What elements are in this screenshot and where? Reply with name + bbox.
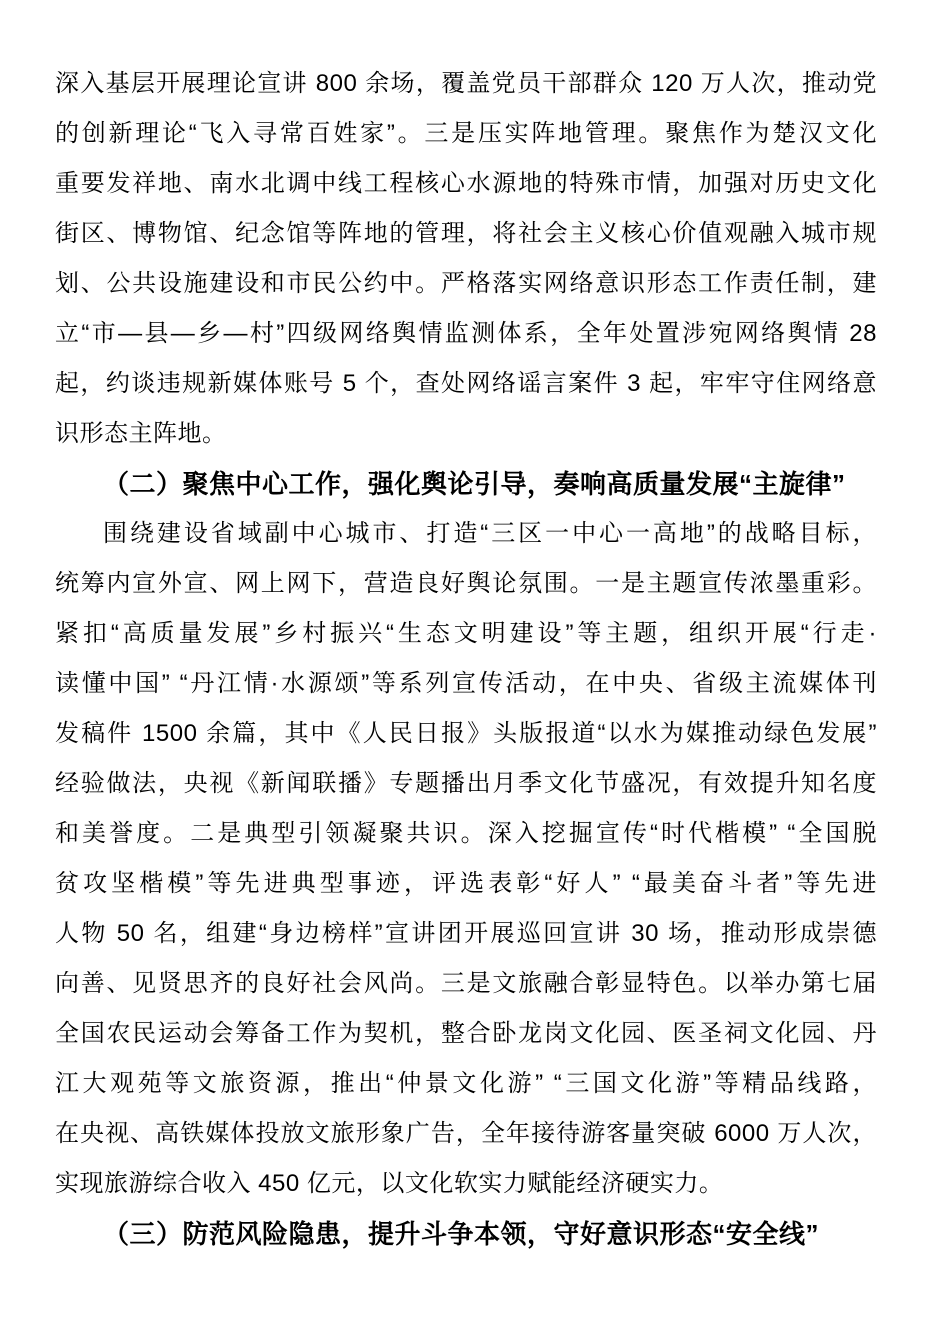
section-heading: （二）聚焦中心工作，强化舆论引导，奏响高质量发展“主旋律” bbox=[103, 469, 846, 499]
text-line: 在央视、高铁媒体投放文旅形象广告，全年接待游客量突破 6000 万人次， bbox=[55, 1120, 877, 1147]
text-line: 江大观苑等文旅资源，推出“仲景文化游” “三国文化游”等精品线路， bbox=[55, 1070, 877, 1097]
text-line: 立“市—县—乡—村”四级网络舆情监测体系，全年处置涉宛网络舆情 28 bbox=[55, 320, 877, 347]
document-body bbox=[55, 59, 877, 1259]
text-line: 发稿件 1500 余篇，其中《人民日报》头版报道“以水为媒推动绿色发展” bbox=[55, 720, 877, 747]
text-line: 起，约谈违规新媒体账号 5 个，查处网络谣言案件 3 起，牢牢守住网络意 bbox=[55, 370, 877, 397]
text-line: 识形态主阵地。 bbox=[55, 420, 227, 447]
section-heading: （三）防范风险隐患，提升斗争本领，守好意识形态“安全线” bbox=[103, 1219, 820, 1249]
text-line: 人物 50 名，组建“身边榜样”宣讲团开展巡回宣讲 30 场，推动形成崇德 bbox=[55, 920, 877, 947]
paragraph bbox=[55, 59, 877, 459]
text-line: 的创新理论“飞入寻常百姓家”。三是压实阵地管理。聚焦作为楚汉文化 bbox=[55, 120, 877, 147]
text-line: 深入基层开展理论宣讲 800 余场，覆盖党员干部群众 120 万人次，推动党 bbox=[55, 70, 877, 97]
text-line: 经验做法，央视《新闻联播》专题播出月季文化节盛况，有效提升知名度 bbox=[55, 770, 877, 797]
text-line: 划、公共设施建设和市民公约中。严格落实网络意识形态工作责任制，建 bbox=[55, 270, 877, 297]
text-line: 向善、见贤思齐的良好社会风尚。三是文旅融合彰显特色。以举办第七届 bbox=[55, 970, 877, 997]
text-line: 全国农民运动会筹备工作为契机，整合卧龙岗文化园、医圣祠文化园、丹 bbox=[55, 1020, 877, 1047]
paragraph bbox=[55, 509, 877, 1209]
text-line: 紧扣“高质量发展”乡村振兴“生态文明建设”等主题，组织开展“行走· bbox=[55, 620, 877, 647]
text-line: 重要发祥地、南水北调中线工程核心水源地的特殊市情，加强对历史文化 bbox=[55, 170, 877, 197]
text-line: 实现旅游综合收入 450 亿元，以文化软实力赋能经济硬实力。 bbox=[55, 1170, 724, 1197]
text-line: 贫攻坚楷模”等先进典型事迹，评选表彰“好人” “最美奋斗者”等先进 bbox=[55, 870, 877, 897]
text-line: 街区、博物馆、纪念馆等阵地的管理，将社会主义核心价值观融入城市规 bbox=[55, 220, 877, 247]
text-line: 统筹内宣外宣、网上网下，营造良好舆论氛围。一是主题宣传浓墨重彩。 bbox=[55, 570, 877, 597]
text-line: 和美誉度。二是典型引领凝聚共识。深入挖掘宣传“时代楷模” “全国脱 bbox=[55, 820, 877, 847]
text-line: 围绕建设省域副中心城市、打造“三区一中心一高地”的战略目标， bbox=[103, 520, 877, 547]
text-line: 读懂中国” “丹江情·水源颂”等系列宣传活动，在中央、省级主流媒体刊 bbox=[55, 670, 877, 697]
